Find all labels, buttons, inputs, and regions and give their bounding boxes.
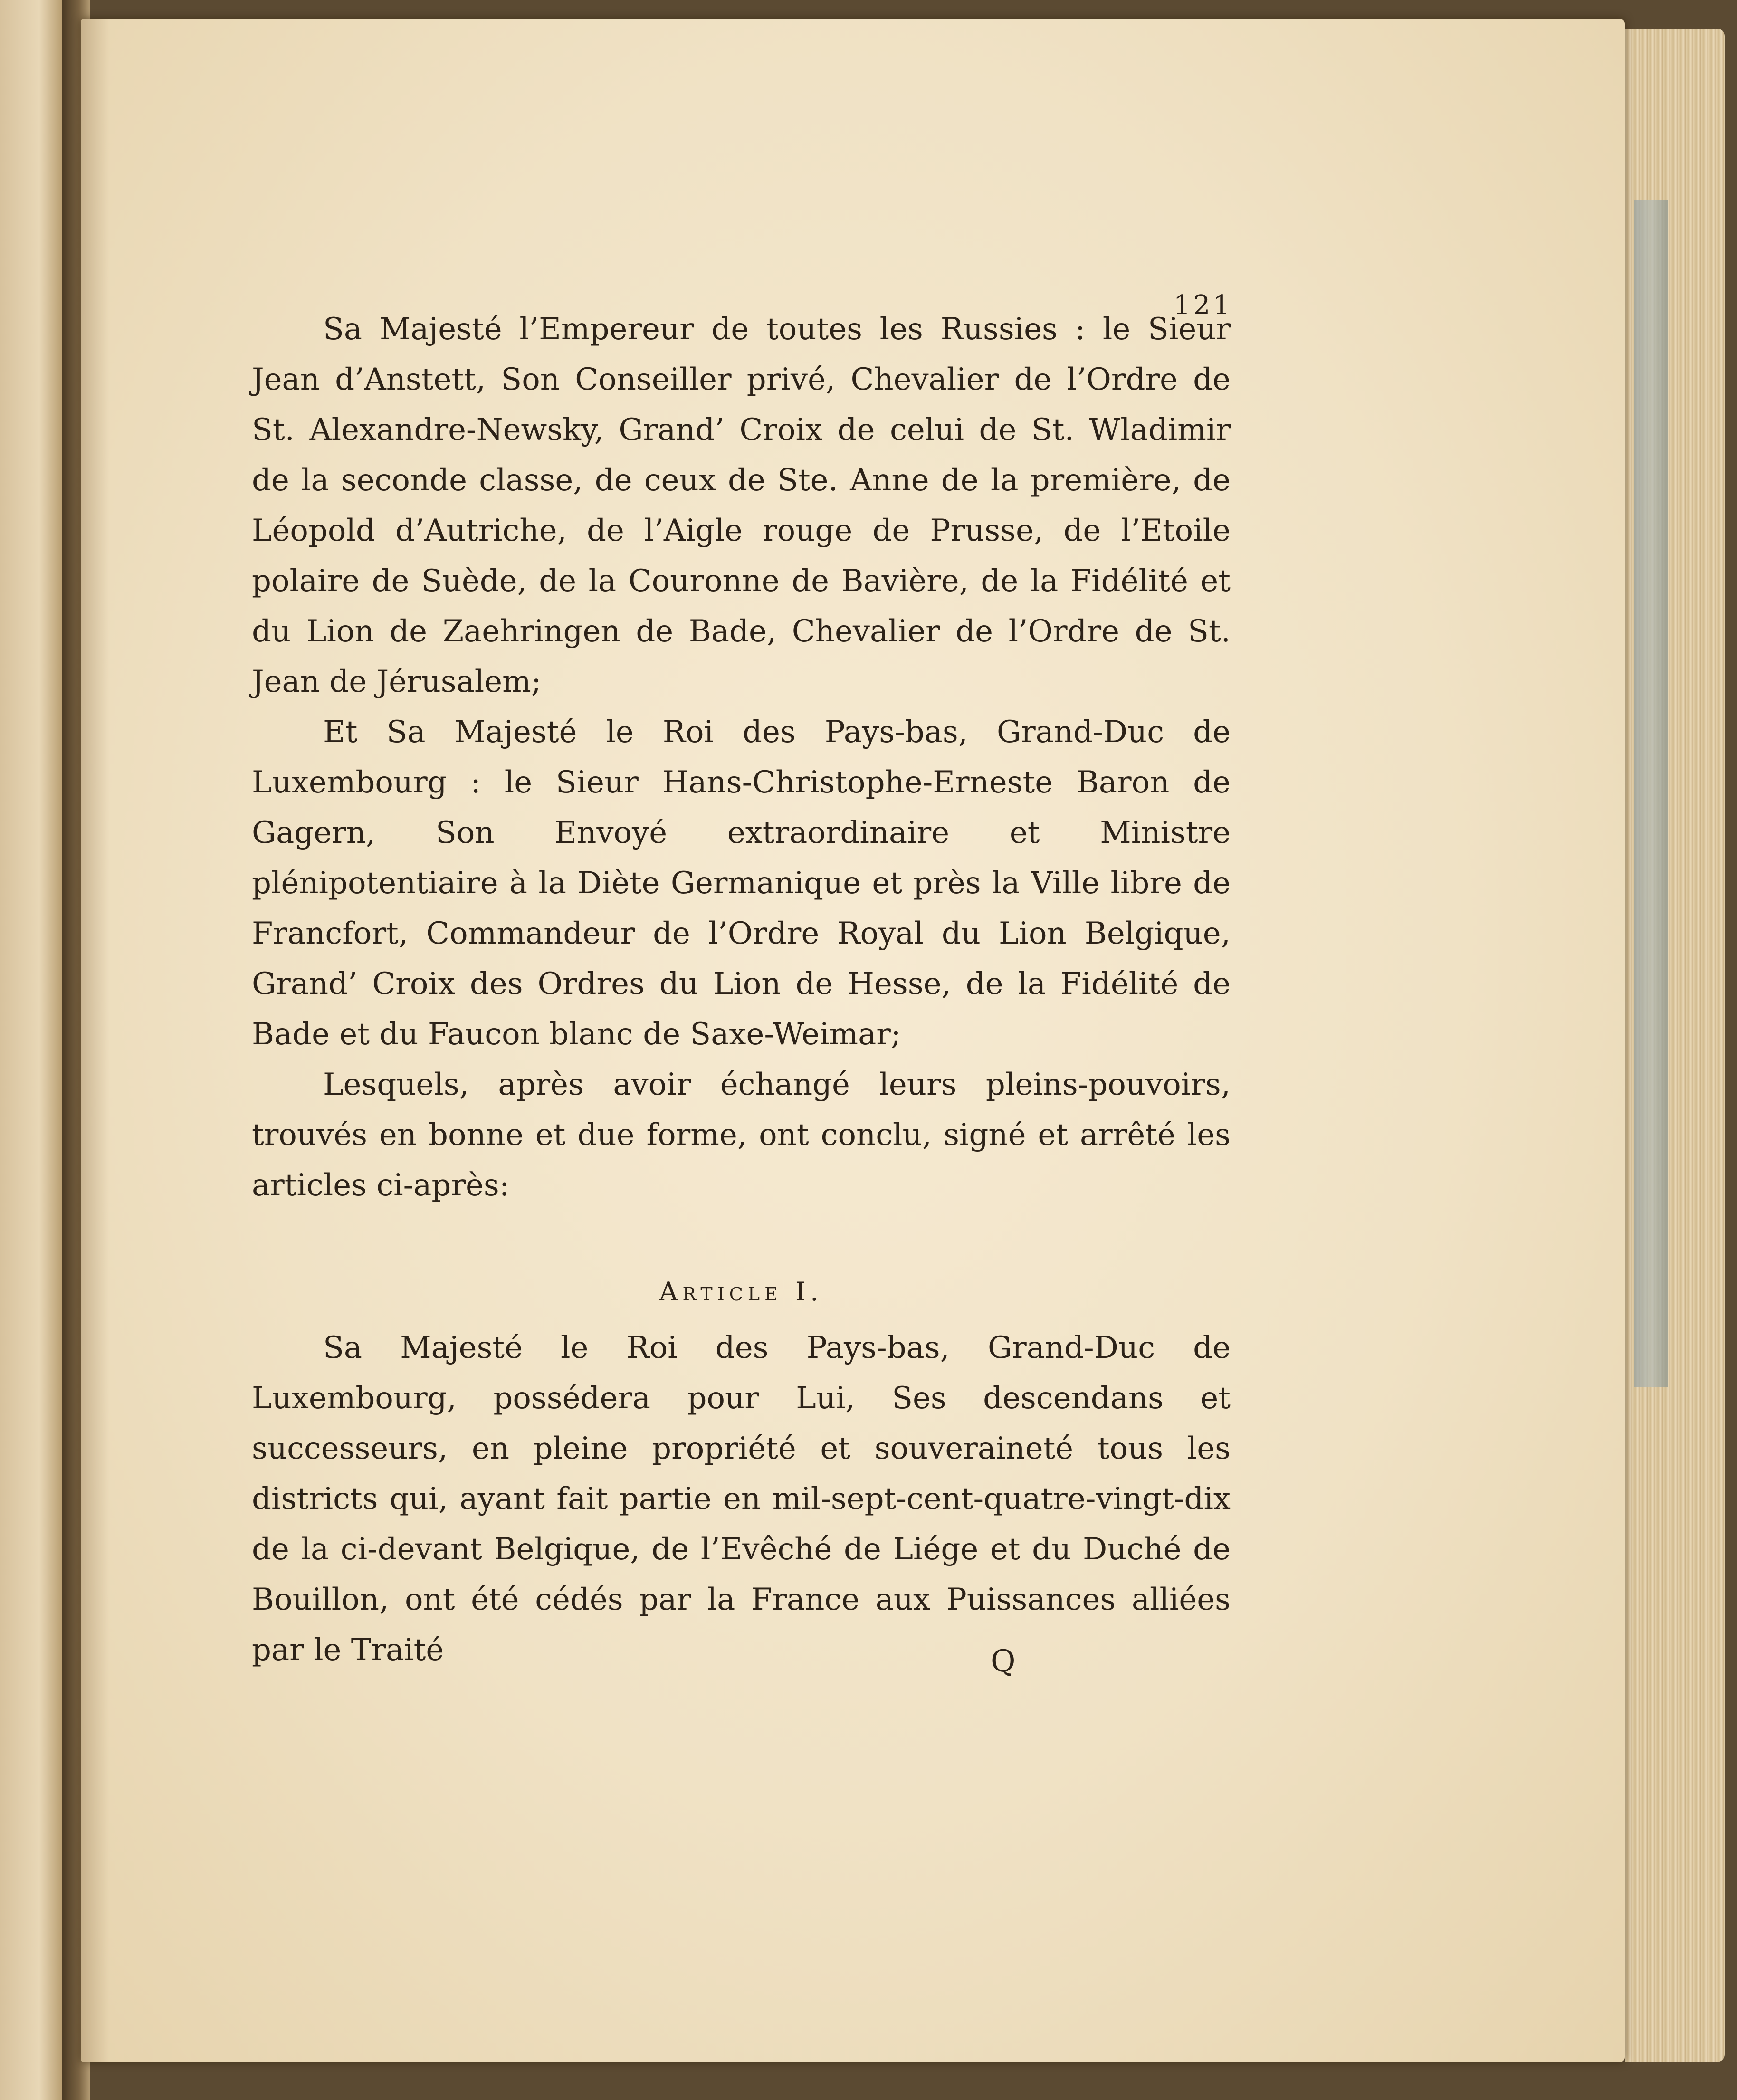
page-number: 121	[1174, 290, 1233, 321]
left-facing-page-edge	[0, 0, 71, 2100]
page-body	[252, 304, 1231, 1675]
article-heading: Article I.	[659, 1277, 823, 1307]
paragraph-netherlands-plenipotentiary: Et Sa Majesté le Roi des Pays-bas, Grand-Duc de Luxembourg : le Sieur Hans-Christophe-Erneste Baron de Gagern, Son Envoyé extraordinaire et Ministre plénipotentiaire à la Diète Germanique et près la Ville libre de Francfort, Commandeur de l’Ordre Royal du Lion Belgique, Grand’ Croix des Ordres du Lion de Hesse, de la Fidélité de Bade et du Faucon blanc de Saxe-Weimar;	[252, 715, 1231, 1052]
page-inner-shadow	[81, 19, 109, 2062]
page-edge-stain	[1634, 200, 1668, 1387]
article-text: Sa Majesté le Roi des Pays-bas, Grand-Duc de Luxembourg, possédera pour Lui, Ses descendans et successeurs, en pleine propriété et souveraineté tous les districts qui, ayant fait partie en mil-sept-cent-quatre-vingt-dix de la ci-devant Belgique, de l’Evêché de Liége et du Duché de Bouillon, ont été cédés par la France aux Puissances alliées par le Traité	[252, 1330, 1231, 1668]
paragraph-agreement: Lesquels, après avoir échangé leurs pleins-pouvoirs, trouvés en bonne et due forme, ont conclu, signé et arrêté les articles ci-après:	[252, 1067, 1231, 1203]
paragraph-russia-plenipotentiary: Sa Majesté l’Empereur de toutes les Russies : le Sieur Jean d’Anstett, Son Conseiller privé, Chevalier de l’Ordre de St. Alexandre-Newsky, Grand’ Croix de celui de St. Wladimir de la seconde classe, de ceux de Ste. Anne de la première, de Léopold d’Autriche, de l’Aigle rouge de Prusse, de l’Etoile polaire de Suède, de la Couronne de Bavière, de la Fidélité et du Lion de Zaehringen de Bade, Chevalier de l’Ordre de St. Jean de Jérusalem;	[252, 312, 1231, 699]
signature-mark: Q	[991, 1644, 1016, 1679]
